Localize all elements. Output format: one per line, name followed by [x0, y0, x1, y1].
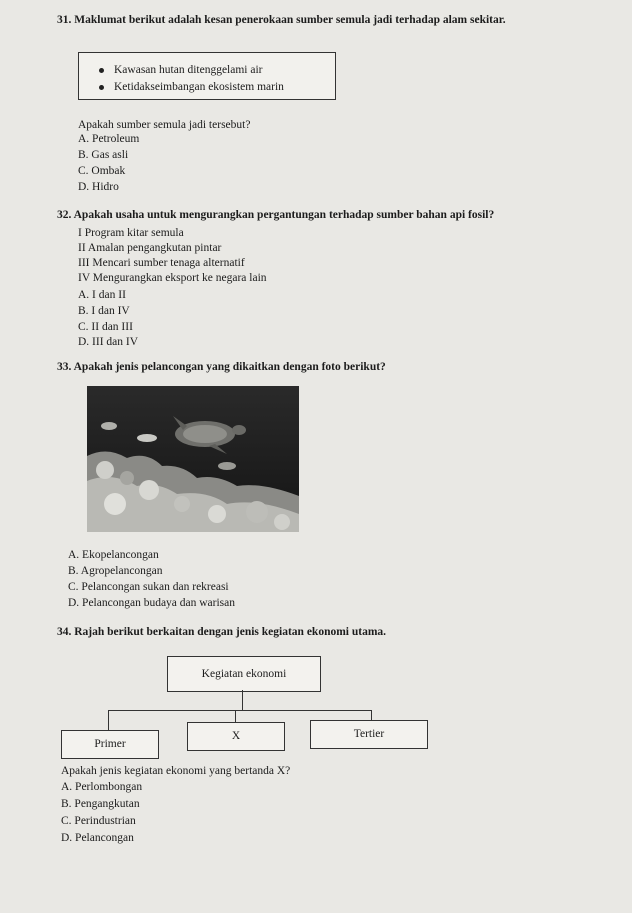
diagram-root-node: Kegiatan ekonomi [167, 656, 321, 692]
q32-stem: 32. Apakah usaha untuk mengurangkan pergantungan terhadap sumber bahan api fosil? [57, 209, 495, 221]
q33-option-c[interactable]: C. Pelancongan sukan dan rekreasi [68, 581, 229, 593]
q31-option-a[interactable]: A. Petroleum [78, 133, 140, 145]
q32-option-b[interactable]: B. I dan IV [78, 305, 130, 317]
q32-item-3: III Mencari sumber tenaga alternatif [78, 257, 245, 269]
bullet-icon [99, 85, 104, 90]
q33-option-d[interactable]: D. Pelancongan budaya dan warisan [68, 597, 236, 609]
diagram-connector [371, 710, 372, 720]
diagram-connector [108, 710, 109, 730]
diagram-node-tertier: Tertier [310, 720, 428, 749]
q34-option-b[interactable]: B. Pengangkutan [61, 798, 140, 810]
q34-option-d[interactable]: D. Pelancongan [61, 832, 134, 844]
q33-stem: 33. Apakah jenis pelancongan yang dikaitkan dengan foto berikut? [57, 361, 386, 373]
q31-stem: 31. Maklumat berikut adalah kesan penerokaan sumber semula jadi terhadap alam sekitar. [57, 14, 506, 26]
coral-reef-photo [87, 386, 299, 532]
q33-option-a[interactable]: A. Ekopelancongan [68, 549, 159, 561]
q32-item-1: I Program kitar semula [78, 227, 184, 239]
q32-option-a[interactable]: A. I dan II [78, 289, 126, 301]
q31-bullet-2: Ketidakseimbangan ekosistem marin [99, 80, 284, 94]
diagram-connector [108, 710, 372, 711]
q32-item-4: IV Mengurangkan eksport ke negara lain [78, 272, 267, 284]
q31-option-c[interactable]: C. Ombak [78, 165, 126, 177]
q31-option-b[interactable]: B. Gas asli [78, 149, 129, 161]
q34-question: Apakah jenis kegiatan ekonomi yang bertanda X? [61, 765, 291, 777]
q32-item-2: II Amalan pengangkutan pintar [78, 242, 222, 254]
diagram-node-primer: Primer [61, 730, 159, 759]
q34-option-c[interactable]: C. Perindustrian [61, 815, 136, 827]
q34-stem: 34. Rajah berikut berkaitan dengan jenis kegiatan ekonomi utama. [57, 626, 387, 638]
q31-info-box [78, 52, 336, 100]
diagram-node-x: X [187, 722, 285, 751]
q33-option-b[interactable]: B. Agropelancongan [68, 565, 163, 577]
diagram-connector [242, 690, 243, 710]
q34-option-a[interactable]: A. Perlombongan [61, 781, 143, 793]
q32-option-c[interactable]: C. II dan III [78, 321, 133, 333]
bullet-icon [99, 68, 104, 73]
q31-bullet-1: Kawasan hutan ditenggelami air [99, 63, 263, 77]
coral-reef-image [87, 386, 299, 532]
q31-question: Apakah sumber semula jadi tersebut? [78, 119, 251, 131]
q32-option-d[interactable]: D. III dan IV [78, 336, 139, 348]
q31-option-d[interactable]: D. Hidro [78, 181, 119, 193]
